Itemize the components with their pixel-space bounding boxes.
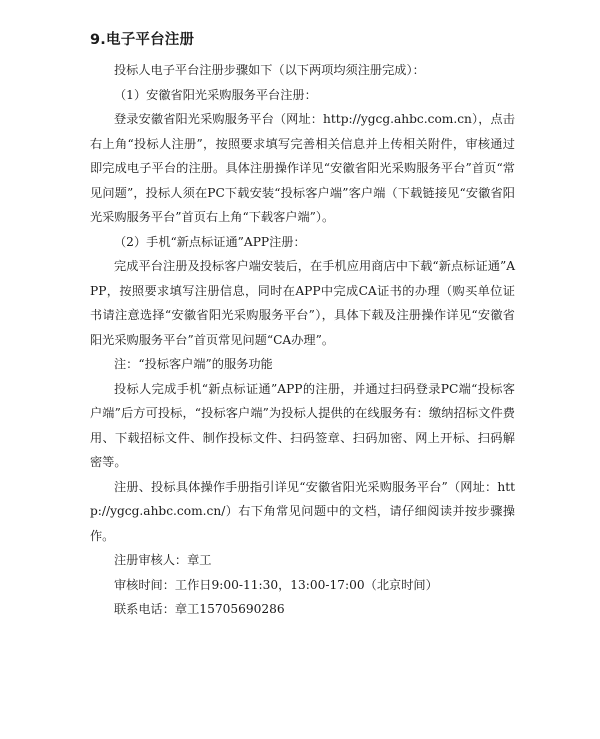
step-2-heading: （2）手机“新点标证通”APP注册：: [114, 234, 306, 249]
step-1-body: 登录安徽省阳光采购服务平台（网址：http://ygcg.ahbc.com.cn），点击右上角“投标人注册”，按照要求填写完善相关信息并上传相关附件，审核通过即完成电子平台的注册。具体注册操作详见“安徽省阳光采购服务平台”首页“常见问题”，投标人须在PC下载安装“投标客户端”客户端（下载链接见“安徽省阳光采购服务平台”首页右上角“下载客户端”）。: [90, 112, 515, 224]
section-title: 9.电子平台注册: [90, 32, 195, 48]
note-heading: 注：“投标客户端”的服务功能: [114, 357, 273, 371]
manual-guide-paragraph: 注册、投标具体操作手册指引详见“安徽省阳光采购服务平台”（网址：http://ygcg.ahbc.com.cn/）右下角常见问题中的文档，请仔细阅读并按步骤操作。: [90, 479, 515, 543]
document-page: [90, 30, 515, 622]
reviewer-line: 注册审核人：章工: [114, 553, 212, 567]
contact-phone-line: 联系电话：章工15705690286: [114, 602, 285, 616]
intro-paragraph: 投标人电子平台注册步骤如下（以下两项均须注册完成）：: [114, 63, 425, 77]
step-2-body: 完成平台注册及投标客户端安装后，在手机应用商店中下载“新点标证通”APP，按照要求填写注册信息，同时在APP中完成CA证书的办理（购买单位证书请注意选择“安徽省阳光采购服务平台”），具体下载及注册操作详见“安徽省阳光采购服务平台”首页常见问题“CA办理”。: [90, 259, 515, 347]
step-1-heading: （1）安徽省阳光采购服务平台注册：: [114, 87, 317, 102]
review-hours-line: 审核时间：工作日9:00-11:30，13:00-17:00（北京时间）: [114, 577, 438, 592]
note-body: 投标人完成手机“新点标证通”APP的注册，并通过扫码登录PC端“投标客户端”后方可投标，“投标客户端”为投标人提供的在线服务有：缴纳招标文件费用、下载招标文件、制作投标文件、扫码签章、扫码加密、网上开标、扫码解密等。: [90, 381, 515, 469]
